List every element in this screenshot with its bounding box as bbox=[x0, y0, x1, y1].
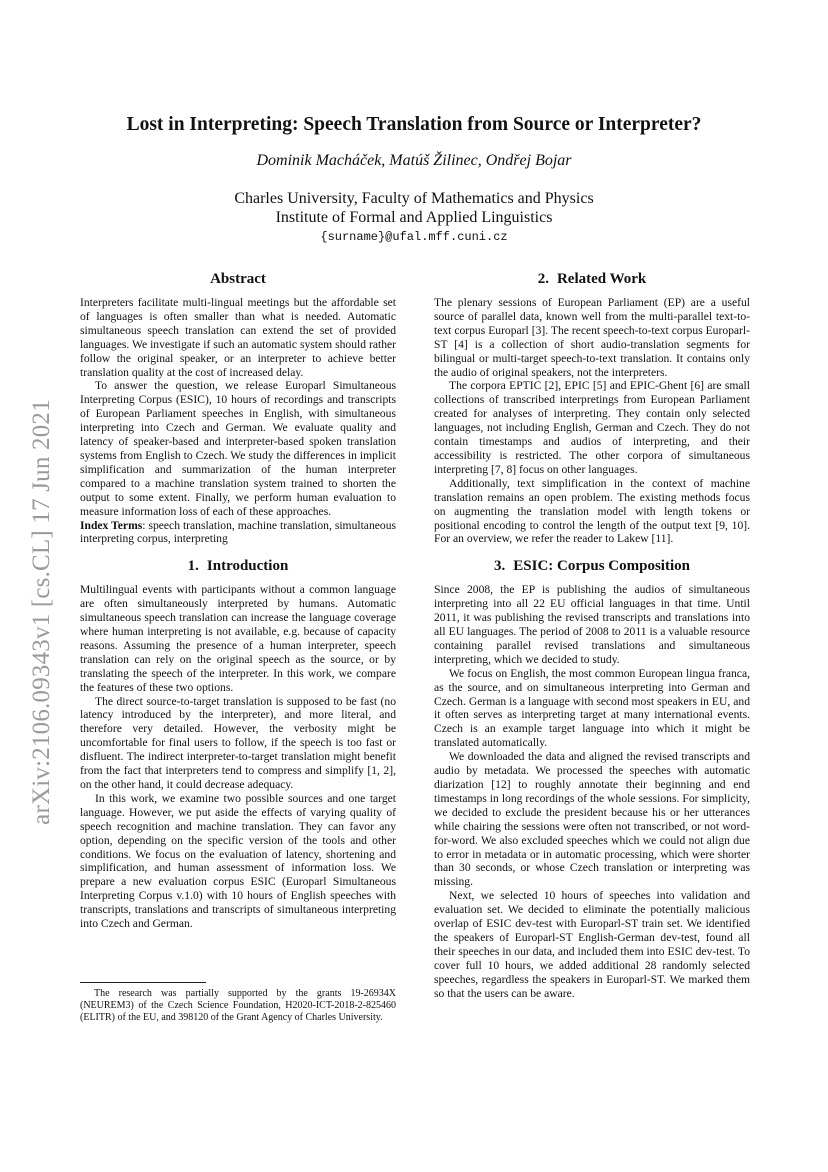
footnote: The research was partially supported by the grants 19-26934X (NEUREM3) of the Czech Science Foundation, H2020-ICT-2018-2-825460 (ELITR) of the EU, and 398120 of the Grant Agency of Charles University. bbox=[80, 988, 396, 1023]
index-terms bbox=[80, 519, 396, 547]
section-heading-related-work bbox=[434, 270, 750, 288]
esic-paragraph-2: We focus on English, the most common European lingua franca, as the source, and on simultaneous interpreting into German and Czech. German is a language with second most speakers in EU, and it often serves as interpreting target at many international events. Czech is an example target language into which it might be translated automatically. bbox=[434, 666, 750, 750]
abstract-heading: Abstract bbox=[210, 271, 266, 287]
related-paragraph-3: Additionally, text simplification in the context of machine translation remains an open problem. The existing methods focus on augmenting the translation model with length tokens or positional encoding to control the length of the output text [9, 10]. For an overview, we refer the reader to Lakew [11]. bbox=[434, 476, 750, 546]
index-terms-label: Index Terms bbox=[80, 518, 143, 532]
affiliation-line-1: Charles University, Faculty of Mathematics and Physics bbox=[234, 190, 594, 207]
author-email: {surname}@ufal.mff.cuni.cz bbox=[320, 230, 508, 244]
section-heading-introduction bbox=[80, 557, 396, 575]
index-terms-text: : speech translation, machine translation, simultaneous interpreting corpus, interpreting bbox=[80, 518, 397, 546]
esic-paragraph-4: Next, we selected 10 hours of speeches into validation and evaluation set. We decided to eliminate the potentially malicious overlap of ESIC dev-test with Europarl-ST train set. We identified the speakers of Europarl-ST English-German dev-test, found all their speeches in our data, and included them into ESIC dev-test. To cover full 10 hours, we added additional 28 randomly selected speeches, regardless the speakers in Europarl-ST. We marked them so that the users can be aware. bbox=[434, 889, 750, 1000]
intro-paragraph-3: In this work, we examine two possible sources and one target language. However, we put aside the effects of varying quality of speech recognition and machine translation. They can favor any option, depending on the specific version of the tools and other conditions. We focus on the evaluation of latency, shortening and simplification, and human assessment of information loss. We prepare a new evaluation corpus ESIC (Europarl Simultaneous Interpreting Corpus v.1.0) with 10 hours of English speeches with transcripts, translations and transcripts of simultaneous interpreting into Czech and German. bbox=[80, 791, 396, 931]
paper-title: Lost in Interpreting: Speech Translation from Source or Interpreter? bbox=[126, 114, 702, 135]
abstract-paragraph-1: Interpreters facilitate multi-lingual meetings but the affordable set of languages is often smaller than what is needed. Automatic simultaneous speech translation can extend the set of provided languages. We investigate if such an automatic system should rather follow the original speaker, or an interpreter to achieve better translation quality at the cost of increased delay. bbox=[80, 296, 396, 379]
arxiv-stamp bbox=[22, 322, 62, 902]
left-column bbox=[80, 270, 396, 931]
section-number: 3. bbox=[494, 558, 506, 575]
section-heading-esic bbox=[434, 557, 750, 575]
section-title: ESIC: Corpus Composition bbox=[513, 558, 690, 575]
section-title: Related Work bbox=[556, 271, 647, 287]
section-title: Introduction bbox=[206, 558, 289, 575]
related-paragraph-2: The corpora EPTIC [2], EPIC [5] and EPIC-Ghent [6] are small collections of transcribed interpretings from European Parliament created for analyses of interpreting. They contain only selected languages, not including English, German and Czech. They do not contain timestamps and audios of interpreting, and their accessibility is restricted. The other corpora of simultaneous interpreting [7, 8] focus on other languages. bbox=[434, 379, 750, 476]
intro-paragraph-2: The direct source-to-target translation is supposed to be fast (no latency introduced by the interpreter), and more literal, and therefore very detailed. However, the verbosity might be uncomfortable for final users to follow, if the speech is too fast or disfluent. The indirect interpreter-to-target translation might benefit from the fact that interpreters tend to compress and simplify [1, 2], on the other hand, it could decrease adequacy. bbox=[80, 694, 396, 791]
affiliation bbox=[80, 189, 748, 227]
esic-paragraph-1: Since 2008, the EP is publishing the audios of simultaneous interpreting into all 22 EU official languages in that time. Until 2011, it was publishing the revised transcripts and translations into all EU languages. The period of 2008 to 2011 is a valuable resource containing parallel revised translations and simultaneous interpreting, which we decided to study. bbox=[434, 583, 750, 666]
intro-paragraph-1: Multilingual events with participants without a common language are often simultaneously interpreted by humans. Automatic simultaneous speech translation can increase the language coverage where human interpreting is not available, e.g. because of capacity reasons. Assuming the presence of a human interpreter, speech translation can rely on the original speech as the source, or by translating the speech of the interpreter. In this work, we compare the features of these two options. bbox=[80, 583, 396, 694]
arxiv-id: arXiv:2106.09343v1 [cs.CL] 17 Jun 2021 bbox=[28, 399, 55, 825]
affiliation-line-2: Institute of Formal and Applied Linguistics bbox=[275, 209, 553, 226]
abstract-paragraph-2: To answer the question, we release Europarl Simultaneous Interpreting Corpus (ESIC), 10 hours of recordings and transcripts of European Parliament speeches in English, with simultaneous interpreting into Czech and German. We evaluate quality and latency of speaker-based and interpreter-based spoken translation systems from English to Czech. We study the differences in implicit simplification and summarization of the human interpreter compared to a machine translation system trained to shorten the output to some extent. Finally, we perform human evaluation to measure information loss of each of these approaches. bbox=[80, 379, 396, 518]
right-column bbox=[434, 270, 750, 1001]
section-number: 2. bbox=[537, 271, 549, 287]
related-paragraph-1: The plenary sessions of European Parliament (EP) are a useful source of parallel data, known well from the multi-parallel text-to-text corpus Europarl [3]. The recent speech-to-text corpus Europarl-ST [4] is a collection of short audio-translation segments for bilingual or multi-target speech-to-text translation. It contains only the audio of original speakers, not the interpreters. bbox=[434, 296, 750, 379]
footnote-rule bbox=[80, 982, 206, 983]
esic-paragraph-3: We downloaded the data and aligned the revised transcripts and audio by metadata. We processed the speeches with automatic diarization [12] to roughly annotate their beginning and end timestamps in long recordings of the whole sessions. For simplicity, we decided to exclude the president because his or her utterances while chairing the sessions were often not transcribed, or not word-for-word. We also excluded speeches which we could not align due to error in metadata or in automatic processing, which were shorter than 30 seconds, or whose Czech translation or interpreting was missing. bbox=[434, 750, 750, 889]
section-number: 1. bbox=[187, 558, 199, 575]
author-list: Dominik Macháček, Matúš Žilinec, Ondřej Bojar bbox=[256, 152, 572, 169]
